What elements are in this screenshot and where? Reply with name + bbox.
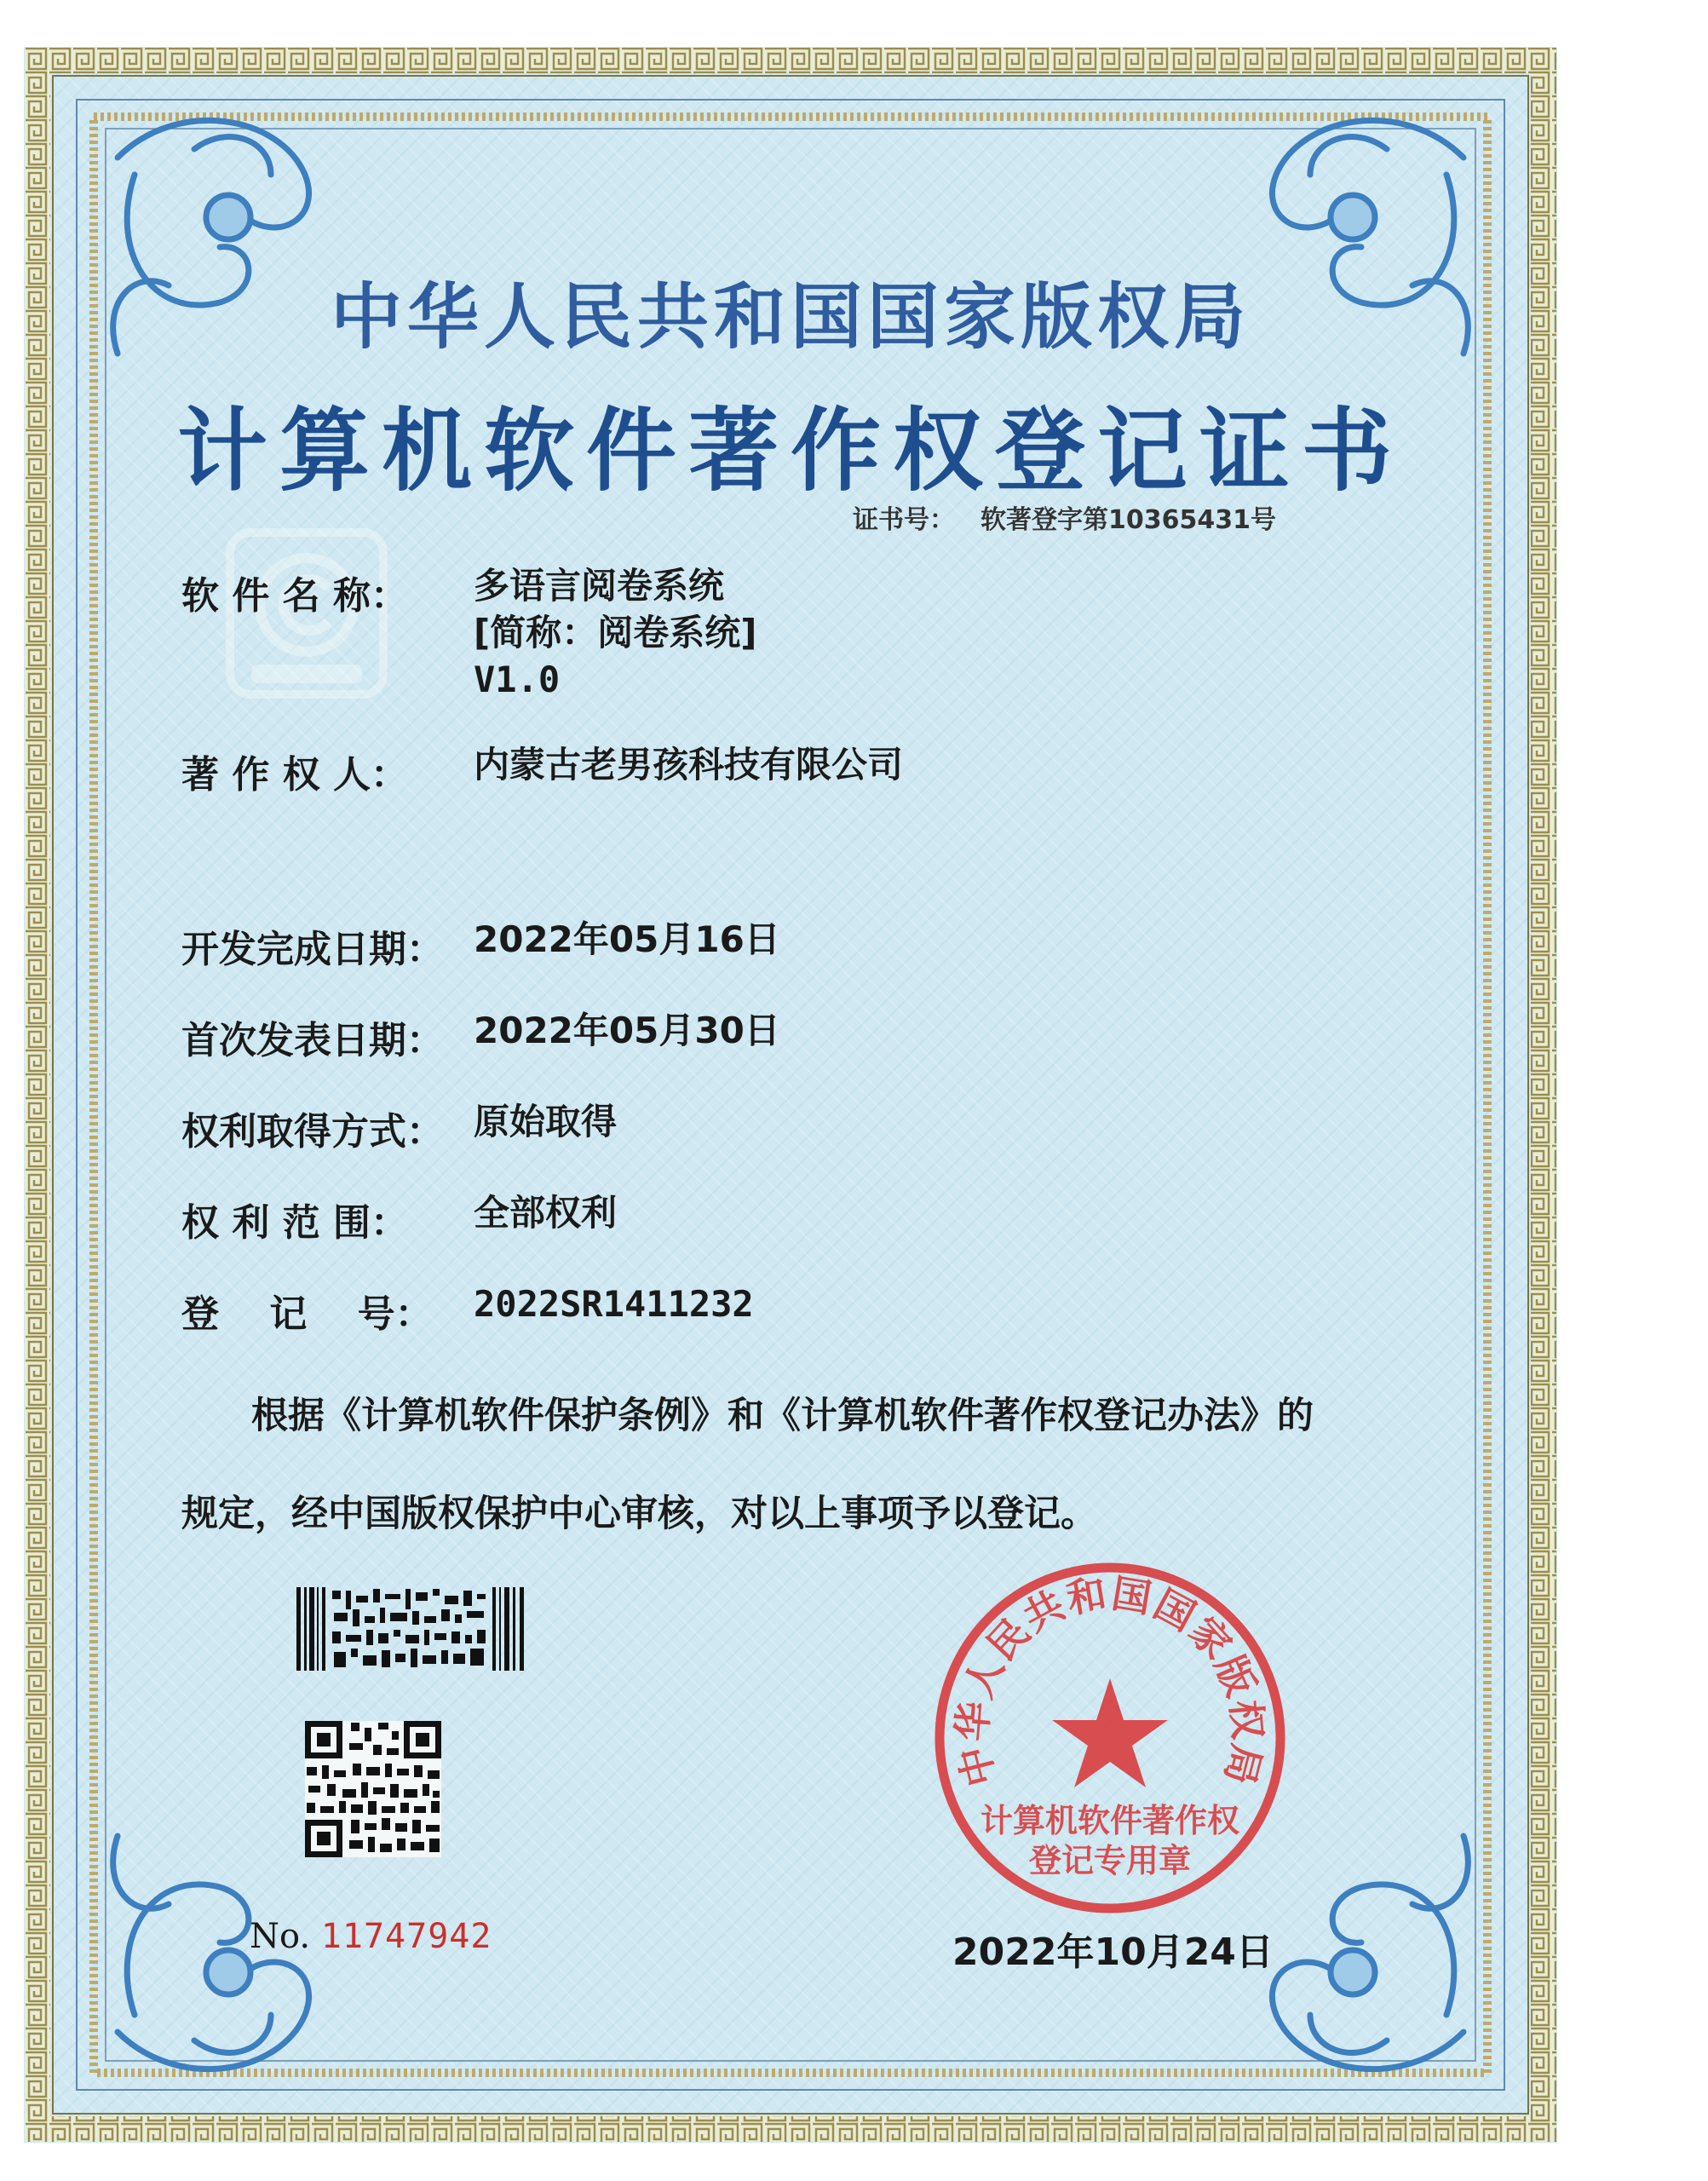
barcode-icon <box>296 1587 526 1671</box>
star-icon <box>1052 1678 1168 1787</box>
certificate-number <box>853 498 1276 536</box>
software-name-line-3: V1.0 <box>474 659 561 700</box>
acquire-method-label: 权利取得方式： <box>181 1110 444 1154</box>
seal-inner-line-1: 计算机软件著作权 <box>980 1802 1240 1839</box>
registration-number-label: 登 记 号： <box>181 1292 433 1336</box>
acquire-method-value: 原始取得 <box>474 1101 618 1142</box>
certificate-number-value: 软著登字第10365431号 <box>981 505 1276 535</box>
certificate-number-label: 证书号： <box>853 505 955 535</box>
owner-label: 著 作 权 人： <box>181 753 408 797</box>
software-name-label: 软 件 名 称： <box>181 574 408 618</box>
serial-number <box>250 1917 492 1956</box>
qr-code-icon <box>305 1721 441 1857</box>
statement-line-1: 根据《计算机软件保护条例》和《计算机软件著作权登记办法》的 <box>251 1395 1314 1437</box>
seal-inner-line-2: 登记专用章 <box>1028 1842 1192 1879</box>
software-name-line-2: [简称：阅卷系统] <box>474 612 757 653</box>
seal-outer-text: 中华人民共和国国家版权局 <box>948 1569 1272 1792</box>
certificate <box>24 47 1557 2143</box>
registration-number-value: 2022SR1411232 <box>474 1283 754 1325</box>
issuer-title: 中华人民共和国国家版权局 <box>330 275 1251 359</box>
owner-value: 内蒙古老男孩科技有限公司 <box>474 744 904 786</box>
issue-date: 2022年10月24日 <box>952 1931 1274 1974</box>
pub-date-value: 2022年05月30日 <box>474 1010 780 1051</box>
statement-line-2: 规定，经中国版权保护中心审核，对以上事项予以登记。 <box>181 1493 1097 1535</box>
serial-value: 11747942 <box>320 1917 492 1956</box>
dev-date-label: 开发完成日期： <box>181 928 444 971</box>
rights-scope-label: 权 利 范 围： <box>181 1201 408 1245</box>
official-seal-stamp <box>927 1555 1293 1921</box>
rights-scope-value: 全部权利 <box>474 1192 618 1234</box>
statement-paragraph <box>181 1367 1459 1563</box>
pub-date-label: 首次发表日期： <box>181 1019 444 1062</box>
software-name-line-1: 多语言阅卷系统 <box>474 565 725 607</box>
certificate-title: 计算机软件著作权登记证书 <box>177 397 1404 504</box>
dev-date-value: 2022年05月16日 <box>474 918 780 960</box>
serial-prefix: No. <box>250 1917 311 1956</box>
corner-ornament-bottom-right <box>1272 1836 1468 2069</box>
